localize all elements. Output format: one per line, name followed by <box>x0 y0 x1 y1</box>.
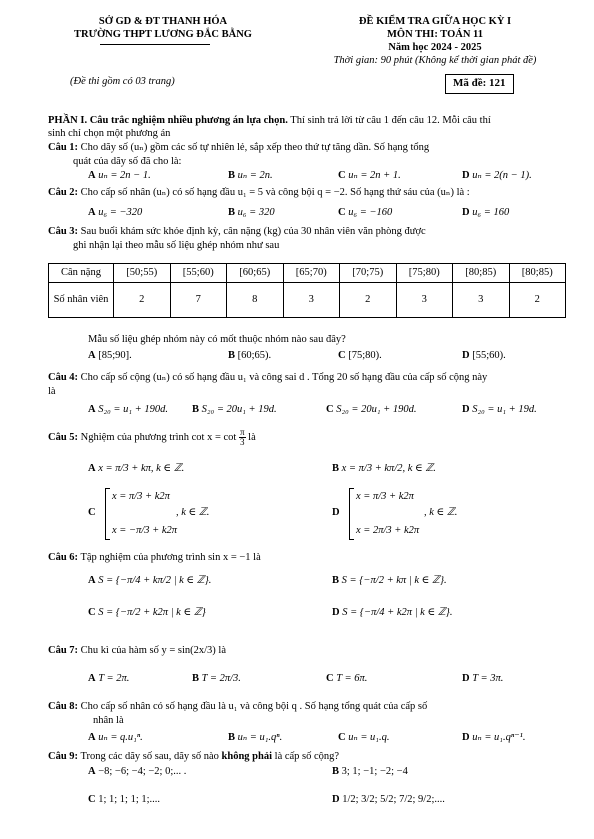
q5-option-a[interactable] <box>88 462 184 475</box>
table-cell: [50;55) <box>114 264 171 283</box>
option-letter: D <box>462 732 470 743</box>
question-text: Trong các dãy số sau, dãy số nào <box>78 751 222 762</box>
option-text: uₙ = 2n. <box>237 170 273 181</box>
option-letter: B <box>332 575 340 586</box>
question-label: Câu 2: <box>48 187 79 198</box>
q5-d-tail: , k ∈ ℤ. <box>424 507 458 518</box>
option-text: 1/2; 3/2; 5/2; 7/2; 9/2;.... <box>342 794 445 805</box>
q6-option-a[interactable] <box>88 574 211 587</box>
q5-option-d[interactable] <box>332 506 340 519</box>
q1-option-a[interactable] <box>88 169 151 182</box>
option-text: u₆ = −320 <box>98 207 143 218</box>
question-label: Câu 4: <box>48 372 79 383</box>
question-text: Sau buổi khám sức khỏe định kỳ, cân nặng (kg) của 30 nhân viên văn phòng được <box>78 226 426 237</box>
option-text: uₙ = u₁.qⁿ⁻¹. <box>472 732 526 743</box>
option-letter: A <box>88 673 96 684</box>
option-letter: A <box>88 766 96 777</box>
school-year: Năm học 2024 - 2025 <box>388 42 482 53</box>
question-3-ask: Mẫu số liệu ghép nhóm này có mốt thuộc nhóm nào sau đây? <box>88 334 346 345</box>
option-text: [60;65). <box>237 350 272 361</box>
option-text: −8; −6; −4; −2; 0;... . <box>98 766 187 777</box>
department-name: SỞ GD & ĐT THANH HÓA <box>98 16 228 27</box>
header-underline-left <box>100 44 210 45</box>
option-letter: C <box>338 350 346 361</box>
option-letter: C <box>326 404 334 415</box>
option-text: uₙ = q.u₁ⁿ. <box>98 732 143 743</box>
part1-instruction: Thí sinh trả lời từ câu 1 đến câu 12. Mỗi câu thí <box>287 115 491 126</box>
q8-option-c[interactable] <box>338 731 389 744</box>
q3-option-c[interactable] <box>338 349 382 362</box>
option-text: S = {−π/2 + k2π | k ∈ ℤ} <box>98 607 206 618</box>
question-text: Chu kì của hàm số y = sin(2x/3) là <box>78 645 226 656</box>
option-text: S₂₀ = u₁ + 19d. <box>472 404 537 415</box>
option-letter: A <box>88 575 96 586</box>
option-letter: D <box>332 607 340 618</box>
option-letter: C <box>88 507 96 518</box>
option-text: uₙ = u₁.qⁿ. <box>237 732 283 743</box>
option-letter: A <box>88 207 96 218</box>
q6-option-b[interactable] <box>332 574 447 587</box>
q7-option-a[interactable] <box>88 672 129 685</box>
option-letter: C <box>338 170 346 181</box>
q5-c-tail: , k ∈ ℤ. <box>176 507 210 518</box>
option-text: u₆ = −160 <box>348 207 393 218</box>
q2-option-c[interactable] <box>338 206 392 219</box>
option-letter: D <box>462 404 470 415</box>
table-cell: 8 <box>227 283 284 318</box>
weight-frequency-table <box>48 263 566 318</box>
option-letter: D <box>462 673 470 684</box>
fraction-denominator: 3 <box>240 437 245 447</box>
option-letter: C <box>338 732 346 743</box>
question-label: Câu 1: <box>48 142 79 153</box>
system-bracket <box>105 488 110 540</box>
q1-option-c[interactable] <box>338 169 401 182</box>
q7-option-d[interactable] <box>462 672 503 685</box>
q4-option-b[interactable] <box>192 403 277 416</box>
table-cell: 2 <box>114 283 171 318</box>
table-cell: 3 <box>283 283 340 318</box>
option-letter: A <box>88 404 96 415</box>
question-6 <box>48 551 568 564</box>
option-text: S₂₀ = 20u₁ + 190d. <box>336 404 417 415</box>
q4-option-a[interactable] <box>88 403 168 416</box>
option-letter: D <box>462 170 470 181</box>
option-text: T = 2π/3. <box>201 673 241 684</box>
question-8-cont: nhân là <box>93 715 124 726</box>
option-text: T = 3π. <box>472 673 504 684</box>
option-text: S₂₀ = 20u₁ + 19d. <box>201 404 277 415</box>
q4-option-c[interactable] <box>326 403 416 416</box>
q6-option-d[interactable] <box>332 606 452 619</box>
option-letter: D <box>332 794 340 805</box>
question-label: Câu 5: <box>48 431 79 443</box>
q9-option-c[interactable] <box>88 793 160 806</box>
q7-option-c[interactable] <box>326 672 367 685</box>
question-3-cont: ghi nhận lại theo mẫu số liệu ghép nhóm như sau <box>73 240 280 251</box>
option-letter: C <box>88 607 96 618</box>
question-text: Tập nghiệm của phương trình sin x = −1 là <box>78 552 261 563</box>
q2-option-d[interactable] <box>462 206 509 219</box>
q1-option-b[interactable] <box>228 169 273 182</box>
q5-option-c[interactable] <box>88 506 96 519</box>
question-label: Câu 7: <box>48 645 79 656</box>
question-label: Câu 3: <box>48 226 79 237</box>
table-cell: [60;65) <box>227 264 284 283</box>
q2-option-a[interactable] <box>88 206 142 219</box>
question-8 <box>48 700 568 713</box>
question-3 <box>48 225 568 238</box>
part1-instruction-cont: sinh chỉ chọn một phương án <box>48 128 171 139</box>
q5-c-line2: x = −π/3 + k2π <box>112 525 178 536</box>
exam-duration: Thời gian: 90 phút (Không kể thời gian phát đề) <box>333 55 537 66</box>
option-letter: A <box>88 170 96 181</box>
option-text: S = {−π/4 + k2π | k ∈ ℤ}. <box>342 607 453 618</box>
table-row <box>49 283 566 318</box>
option-text: uₙ = u₁.q. <box>348 732 390 743</box>
fraction-numerator: π <box>239 427 245 437</box>
option-letter: A <box>88 732 96 743</box>
option-text: T = 6π. <box>336 673 368 684</box>
table-cell: [80;85) <box>509 264 566 283</box>
option-text: [55;60). <box>472 350 506 361</box>
option-letter: C <box>326 673 334 684</box>
table-cell: 3 <box>453 283 510 318</box>
q1-option-d[interactable] <box>462 169 532 182</box>
table-cell: 2 <box>340 283 397 318</box>
question-label: Câu 9: <box>48 751 79 762</box>
question-text-emphasis: không phải <box>221 751 273 762</box>
option-letter: D <box>462 350 470 361</box>
option-letter: B <box>228 170 236 181</box>
table-cell: [65;70) <box>283 264 340 283</box>
option-letter: D <box>462 207 470 218</box>
system-bracket <box>349 488 354 540</box>
question-label: Câu 8: <box>48 701 79 712</box>
option-text: uₙ = 2(n − 1). <box>472 170 532 181</box>
question-text: Cho cấp số nhân có số hạng đầu là u₁ và công bội q . Số hạng tổng quát của cấp số <box>78 701 428 712</box>
option-text: uₙ = 2n + 1. <box>348 170 401 181</box>
option-letter: B <box>228 207 236 218</box>
question-label: Câu 6: <box>48 552 79 563</box>
option-letter: B <box>192 404 200 415</box>
option-text: S₂₀ = u₁ + 190d. <box>98 404 168 415</box>
question-text: Cho cấp số nhân (uₙ) có số hạng đầu u₁ = 5 và công bội q = −2. Số hạng thứ sáu của (uₙ) là : <box>78 187 470 198</box>
question-1 <box>48 141 568 154</box>
option-letter: B <box>228 350 236 361</box>
question-9 <box>48 750 568 763</box>
table-cell: [75;80) <box>396 264 453 283</box>
exam-header <box>300 15 570 67</box>
q3-option-a[interactable] <box>88 349 132 362</box>
question-text-end: là <box>245 431 256 443</box>
option-letter: C <box>88 794 96 805</box>
option-text: 3; 1; −1; −2; −4 <box>341 766 408 777</box>
table-cell: Số nhân viên <box>49 283 114 318</box>
question-2 <box>48 186 568 199</box>
question-4-cont: là <box>48 386 56 397</box>
q9-option-d[interactable] <box>332 793 445 806</box>
q6-option-c[interactable] <box>88 606 206 619</box>
q8-option-d[interactable] <box>462 731 525 744</box>
option-letter: C <box>338 207 346 218</box>
option-text: x = π/3 + kπ, k ∈ ℤ. <box>98 463 185 474</box>
table-cell: [80;85) <box>453 264 510 283</box>
table-cell: 3 <box>396 283 453 318</box>
question-4 <box>48 371 568 384</box>
option-letter: D <box>332 507 340 518</box>
option-text: uₙ = 2n − 1. <box>98 170 151 181</box>
q5-c-line1: x = π/3 + k2π <box>112 491 170 502</box>
option-text: x = π/3 + kπ/2, k ∈ ℤ. <box>341 463 436 474</box>
q9-option-a[interactable] <box>88 765 186 778</box>
option-text: u₆ = 320 <box>237 207 275 218</box>
question-text: Cho dãy số (uₙ) gồm các số tự nhiên lẻ, sắp xếp theo thứ tự tăng dần. Số hạng tổng <box>78 142 430 153</box>
q4-option-d[interactable] <box>462 403 537 416</box>
q3-option-d[interactable] <box>462 349 506 362</box>
school-name: TRƯỜNG THPT LƯƠNG ĐẮC BẰNG <box>74 29 252 40</box>
option-letter: B <box>332 766 340 777</box>
q9-option-b[interactable] <box>332 765 408 778</box>
q3-option-b[interactable] <box>228 349 271 362</box>
table-cell: Cân nặng <box>49 264 114 283</box>
q5-d-line1: x = π/3 + k2π <box>356 491 414 502</box>
table-cell: 7 <box>170 283 227 318</box>
option-letter: A <box>88 463 96 474</box>
table-cell: [55;60) <box>170 264 227 283</box>
option-letter: B <box>192 673 200 684</box>
table-header-row <box>49 264 566 283</box>
q5-option-b[interactable] <box>332 462 436 475</box>
exam-subject: MÔN THI: TOÁN 11 <box>387 29 483 40</box>
q8-option-b[interactable] <box>228 731 282 744</box>
table-cell: 2 <box>509 283 566 318</box>
q8-option-a[interactable] <box>88 731 143 744</box>
option-text: u₆ = 160 <box>472 207 510 218</box>
option-text: 1; 1; 1; 1; 1;.... <box>98 794 161 805</box>
q7-option-b[interactable] <box>192 672 241 685</box>
question-text: Cho cấp số cộng (uₙ) có số hạng đầu u₁ và công sai d . Tổng 20 số hạng đầu của cấp số cộng này <box>78 372 488 383</box>
q2-option-b[interactable] <box>228 206 275 219</box>
option-text: [75;80). <box>348 350 382 361</box>
table-cell: [70;75) <box>340 264 397 283</box>
question-1-cont: quát của dãy số đã cho là: <box>73 156 182 167</box>
part1-heading <box>48 114 568 127</box>
option-letter: B <box>332 463 340 474</box>
exam-title: ĐỀ KIỂM TRA GIỮA HỌC KỲ I <box>358 16 512 27</box>
q5-d-line2: x = 2π/3 + k2π <box>356 525 420 536</box>
question-7 <box>48 644 568 657</box>
school-header <box>48 15 278 41</box>
question-text-end: là cấp số cộng? <box>272 751 340 762</box>
page-count-note: (Đề thi gồm có 03 trang) <box>70 76 175 87</box>
option-letter: A <box>88 350 96 361</box>
part1-title: PHẦN I. Câu trắc nghiệm nhiều phương án lựa chọn. <box>48 115 288 126</box>
option-text: [85;90]. <box>98 350 132 361</box>
option-text: S = {−π/2 + kπ | k ∈ ℤ}. <box>341 575 447 586</box>
option-text: S = {−π/4 + kπ/2 | k ∈ ℤ}. <box>98 575 212 586</box>
question-5 <box>48 428 568 447</box>
option-letter: B <box>228 732 236 743</box>
question-text: Nghiệm của phương trình cot x = cot <box>78 431 237 443</box>
option-text: T = 2π. <box>98 673 130 684</box>
exam-code-box: Mã đề: 121 <box>445 74 514 94</box>
